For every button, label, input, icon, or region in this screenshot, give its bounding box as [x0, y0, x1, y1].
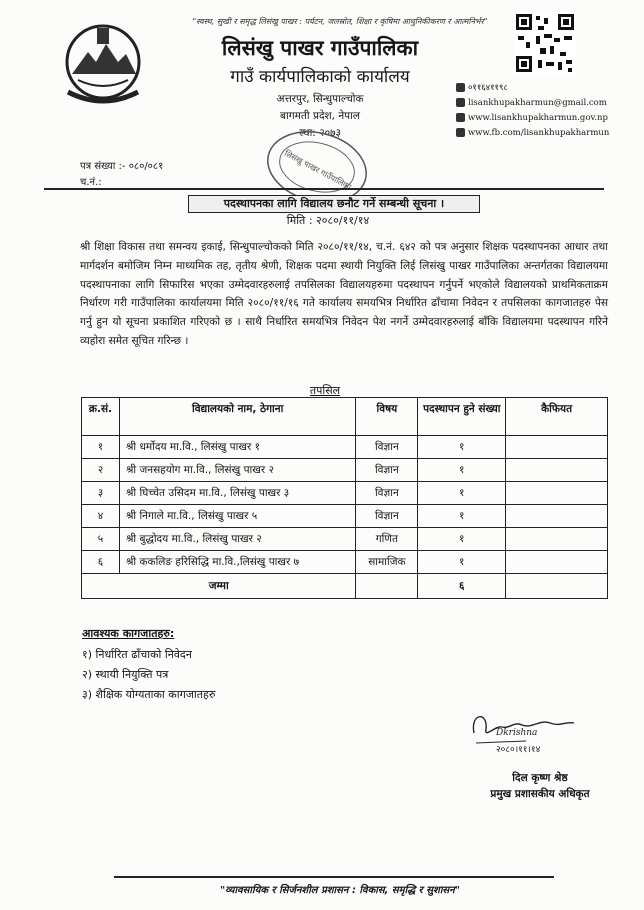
- row-school: श्री जनसहयोग मा.वि., लिसंखु पाखर २: [119, 459, 355, 482]
- contact-row-facebook: [456, 125, 644, 140]
- documents-heading: आवश्यक कागजातहरु:: [82, 627, 175, 640]
- row-sn: ५: [82, 528, 120, 551]
- table-row: [82, 459, 608, 482]
- table-row: [82, 505, 608, 528]
- row-subject: विज्ञान: [356, 436, 418, 459]
- contact-row-phone: [456, 80, 644, 95]
- document-item: १) निर्धारित ढाँचाको निवेदन: [82, 648, 192, 661]
- col-count: पदस्थापन हुने संख्या: [418, 398, 506, 436]
- row-remarks: [506, 505, 608, 528]
- row-subject: गणित: [356, 528, 418, 551]
- table-row: [82, 482, 608, 505]
- total-label: जम्मा: [82, 574, 356, 599]
- row-count: १: [418, 551, 506, 574]
- row-school: श्री बुद्धोदय मा.वि., लिसंखु पाखर २: [119, 528, 355, 551]
- nepal-emblem-icon: [58, 22, 148, 106]
- notice-date: मिति : २०८०/११/१४: [286, 214, 370, 227]
- row-sn: ६: [82, 551, 120, 574]
- address-line: अत्तरपुर, सिन्धुपाल्चोक: [276, 93, 364, 105]
- table-row: [82, 551, 608, 574]
- total-blank: [356, 574, 418, 599]
- footer-slogan: "व्यावसायिक र सिर्जनशील प्रशासन : विकास, समृद्धि र सुशासन": [220, 885, 460, 896]
- row-sn: १: [82, 436, 120, 459]
- row-sn: ४: [82, 505, 120, 528]
- row-school: श्री धर्मोदय मा.वि., लिसंखु पाखर १: [119, 436, 355, 459]
- row-count: १: [418, 528, 506, 551]
- row-school: श्री घिच्चेत उसिदम मा.वि., लिसंखु पाखर ३: [119, 482, 355, 505]
- row-sn: ३: [82, 482, 120, 505]
- contact-block: [456, 80, 644, 140]
- facebook-link[interactable]: www.fb.com/lisankhupakharmun: [468, 127, 610, 138]
- row-count: १: [418, 505, 506, 528]
- school-table: [81, 397, 608, 599]
- signatory-title: प्रमुख प्रशासकीय अधिकृत: [490, 788, 590, 800]
- header-divider: [44, 188, 604, 190]
- row-count: १: [418, 459, 506, 482]
- row-remarks: [506, 551, 608, 574]
- table-header-row: [82, 398, 608, 436]
- row-sn: २: [82, 459, 120, 482]
- document-item: २) स्थायी नियुक्ति पत्र: [82, 668, 169, 681]
- phone-icon: [456, 83, 465, 92]
- row-school: श्री ककलिङ हरिसिद्धि मा.वि.,लिसंखु पाखर ७: [119, 551, 355, 574]
- website-link[interactable]: www.lisankhupakharmun.gov.np: [468, 112, 608, 123]
- row-remarks: [506, 459, 608, 482]
- email-link[interactable]: lisankhupakharmun@gmail.com: [468, 97, 607, 108]
- row-remarks: [506, 436, 608, 459]
- signatory-name: दिल कृष्ण श्रेष्ठ: [512, 772, 568, 784]
- table-row: [82, 528, 608, 551]
- letter-number: पत्र संख्या :- ०८०/०८१: [80, 161, 164, 172]
- facebook-icon: [456, 128, 465, 137]
- row-remarks: [506, 528, 608, 551]
- row-remarks: [506, 482, 608, 505]
- table-row: [82, 436, 608, 459]
- qr-code-icon: [514, 12, 576, 74]
- signature-text: Dkrishna: [496, 728, 538, 738]
- stamp-text: लिसंखु पाखर गाउँपालिका: [282, 148, 353, 192]
- dispatch-number: च.नं.:: [80, 177, 102, 188]
- table-total-row: [82, 574, 608, 599]
- footer-divider: [114, 876, 554, 878]
- established-line: स्था: २०७३: [298, 127, 342, 139]
- contact-row-web: [456, 110, 644, 125]
- office-subtitle: गाउँ कार्यपालिकाको कार्यालय: [230, 67, 410, 87]
- table-caption-text: तपसिल: [309, 384, 341, 397]
- col-remarks: कैफियत: [506, 398, 608, 436]
- office-name: लिसंखु पाखर गाउँपालिका: [221, 36, 419, 60]
- col-school: विद्यालयको नाम, ठेगाना: [119, 398, 355, 436]
- total-value: ६: [418, 574, 506, 599]
- row-subject: विज्ञान: [356, 505, 418, 528]
- address-line: बागमती प्रदेश, नेपाल: [280, 110, 360, 122]
- table-caption: [200, 383, 450, 398]
- notice-title: पदस्थापनका लागि विद्यालय छनौट गर्ने सम्बन्धी सूचना ।: [188, 195, 480, 213]
- notice-body: श्री शिक्षा विकास तथा समन्वय इकाई, सिन्धुपाल्चोकको मिति २०८०/११/१४, च.नं. ६४२ को पत्र अनुसार शिक्षक पदस्थापनका आधार तथा मार्गदर्शन बमोजिम निम्न माध्यमिक तह, तृतीय श्रेणी, शिक्षक पदमा स्थायी नियुक्ति लिई लिसंखु पाखर गाउँपालिका अन्तर्गतका विद्यालयमा पदस्थापनाका लागि सिफारिस भएका उम्मेदवारहरुलाई तपसिलका विद्यालयहरुमा पदस्थापन गर्नुपर्ने भएकोले विद्यालयको प्राथमिकताक्रम निर्धारण गरी गाउँपालिका कार्यालयमा मिति २०८०/११/१६ गते कार्यालय समयभित्र निर्धारित ढाँचामा निवेदन र तपसिलका कागजातहरु पेस गर्नु हुन यो सूचना प्रकाशित गरिएको छ । साथै निर्धारित समयभित्र निवेदन पेश नगर्ने उम्मेदवारहरुलाई बाँकि विद्यालयमा पदस्थापन गरिने व्यहोरा समेत सूचित गरिन्छ ।: [80, 241, 608, 347]
- total-remarks: [506, 574, 608, 599]
- email-icon: [456, 98, 465, 107]
- row-subject: विज्ञान: [356, 482, 418, 505]
- row-school: श्री निगाले मा.वि., लिसंखु पाखर ५: [119, 505, 355, 528]
- document-item: ३) शैक्षिक योग्यताका कागजातहरु: [82, 688, 216, 701]
- col-sn: क्र.सं.: [82, 398, 120, 436]
- motto: "स्वस्थ, सुखी र समृद्ध लिसंखु पाखर : पर्यटन, जलस्रोत, शिक्षा र कृषिमा आधुनिकीकरण र आत्मनिर्भर": [192, 17, 488, 26]
- row-subject: सामाजिक: [356, 551, 418, 574]
- col-subject: विषय: [356, 398, 418, 436]
- row-count: १: [418, 482, 506, 505]
- signature-icon: [466, 705, 582, 755]
- phone-text: ०११६४११९८: [468, 83, 508, 93]
- signature-date: २०८०।११।१४: [496, 745, 541, 755]
- row-count: १: [418, 436, 506, 459]
- web-icon: [456, 113, 465, 122]
- contact-row-email: [456, 95, 644, 110]
- row-subject: विज्ञान: [356, 459, 418, 482]
